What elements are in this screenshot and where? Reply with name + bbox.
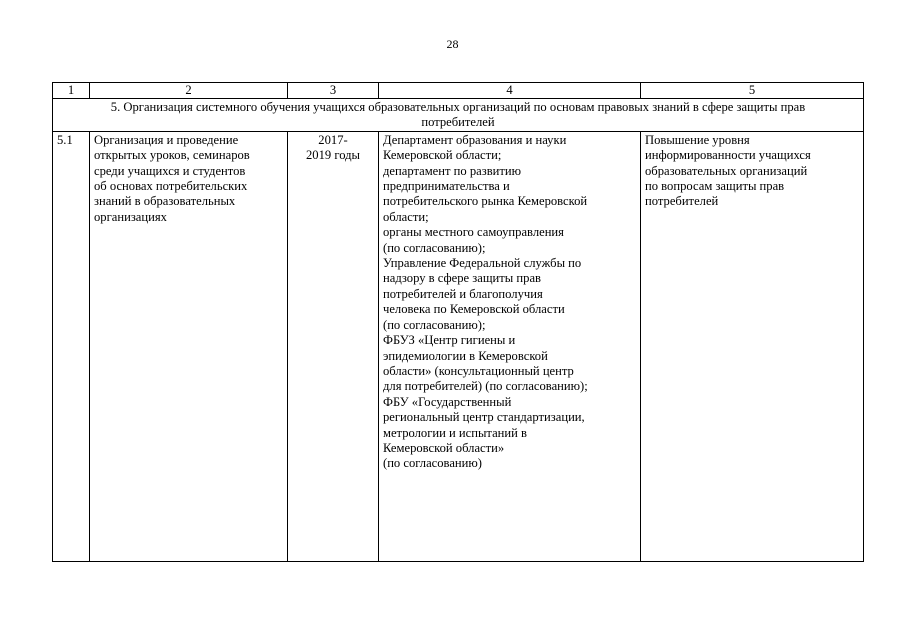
executors-line: (по согласованию) [383,456,483,471]
executors-line: надзору в сфере защиты прав [383,271,541,286]
measures-table [52,82,864,562]
executors-line: предпринимательства и [383,179,510,194]
executors-line: (по согласованию); [383,240,486,255]
section-title: 5. Организация системного обучения учащихся образовательных организаций по основам правовых знаний в сфере защиты прав потребителей [53,99,864,132]
result-line: образовательных организаций [645,163,808,178]
column-number-2: 2 [90,83,288,99]
executors-line: ФБУ «Государственный [383,394,512,409]
column-number-row [53,83,864,99]
column-number-3: 3 [288,83,379,99]
executors-line: области; [383,209,429,224]
table-row [53,131,864,561]
column-number-1: 1 [53,83,90,99]
page-number: 28 [446,37,459,51]
result-line: информированности учащихся [645,148,811,163]
executors-line: Департамент образования и науки [383,132,567,147]
activity-line: знаний в образовательных [94,194,236,209]
activity-line: Организация и проведение [94,132,239,147]
executors-line: Кемеровской области» [383,440,505,455]
item-activity [90,131,288,561]
executors-line: (по согласованию); [383,317,486,332]
item-result [641,131,864,561]
activity-line: организациях [94,209,167,224]
item-number: 5.1 [53,131,90,561]
result-line: по вопросам защиты прав [645,179,785,194]
period-line: 2019 годы [306,148,360,163]
executors-line: потребительского рынка Кемеровской [383,194,588,209]
item-period [288,131,379,561]
executors-line: области» (консультационный центр [383,363,574,378]
period-line: 2017- [318,132,348,147]
column-number-4: 4 [379,83,641,99]
executors-line: человека по Кемеровской области [383,302,565,317]
activity-line: среди учащихся и студентов [94,163,246,178]
executors-line: департамент по развитию [383,163,522,178]
executors-line: эпидемиологии в Кемеровской [383,348,548,363]
section-row [53,99,864,132]
executors-line: Кемеровской области; [383,148,502,163]
result-line: Повышение уровня [645,132,750,147]
executors-line: органы местного самоуправления [383,225,564,240]
executors-line: ФБУЗ «Центр гигиены и [383,333,516,348]
activity-line: открытых уроков, семинаров [94,148,250,163]
column-number-5: 5 [641,83,864,99]
result-line: потребителей [645,194,719,209]
item-executors [379,131,641,561]
executors-line: метрологии и испытаний в [383,425,527,440]
executors-line: для потребителей) (по согласованию); [383,379,588,394]
executors-line: региональный центр стандартизации, [383,410,585,425]
executors-line: потребителей и благополучия [383,286,543,301]
executors-line: Управление Федеральной службы по [383,256,582,271]
activity-line: об основах потребительских [94,179,248,194]
